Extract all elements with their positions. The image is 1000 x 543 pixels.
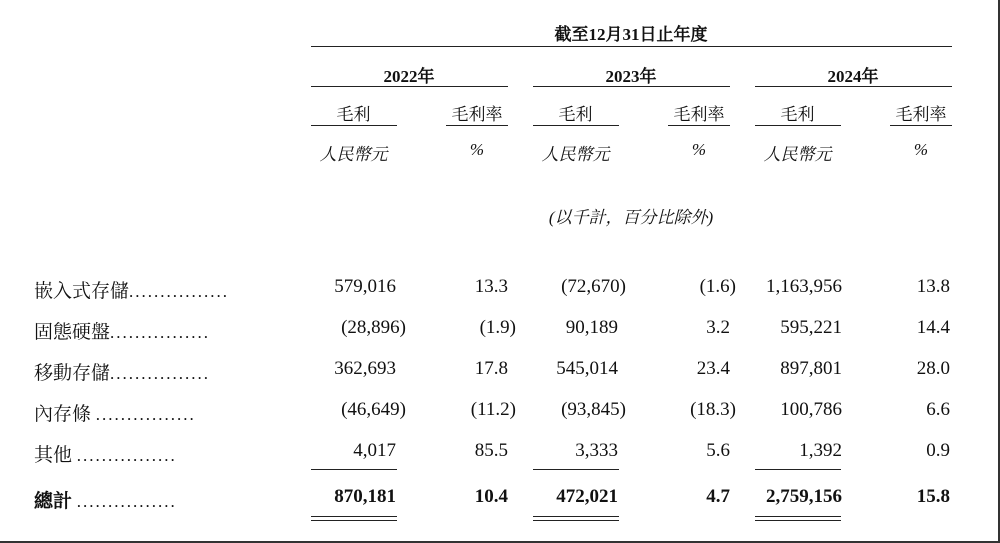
- leader-dots: ................: [95, 405, 196, 424]
- unit-pct-2024: %: [913, 140, 929, 159]
- sub-rule: [311, 125, 397, 126]
- col-gross-profit-2024: 毛利: [780, 105, 815, 124]
- row-label: 嵌入式存儲: [34, 281, 130, 302]
- unit-rmb-2022: 人民幣元: [319, 145, 388, 164]
- year-rule-2024: [755, 86, 952, 87]
- col-margin-2022: 毛利率: [451, 105, 503, 124]
- unit-pct-2022: %: [469, 140, 485, 159]
- cell-value: 5.6: [706, 440, 730, 461]
- cell-value: 1,392: [799, 440, 842, 461]
- cell-value: (18.3): [690, 399, 736, 420]
- cell-value: 17.8: [474, 358, 508, 379]
- cell-value: (11.2): [470, 399, 516, 420]
- cell-value: 14.4: [916, 317, 950, 338]
- cell-value: 23.4: [696, 358, 730, 379]
- cell-value: (1.6): [699, 276, 736, 297]
- year-rule-2023: [533, 86, 730, 87]
- unit-rmb-2024: 人民幣元: [763, 145, 832, 164]
- total-double-rule: [533, 516, 619, 517]
- sub-rule: [668, 125, 730, 126]
- total-value: 15.8: [916, 486, 950, 507]
- year-header-2024: 2024年: [827, 67, 879, 86]
- subtotal-rule: [533, 469, 619, 470]
- cell-value: 100,786: [780, 399, 842, 420]
- total-value: 4.7: [706, 486, 730, 507]
- cell-value: 579,016: [334, 276, 396, 297]
- leader-dots: ................: [110, 364, 211, 383]
- cell-value: 28.0: [916, 358, 950, 379]
- year-rule-2022: [311, 86, 508, 87]
- total-double-rule: [755, 520, 841, 521]
- cell-value: 13.8: [916, 276, 950, 297]
- cell-value: 595,221: [780, 317, 842, 338]
- cell-value: 4,017: [353, 440, 396, 461]
- sub-rule: [446, 125, 508, 126]
- subtotal-rule: [311, 469, 397, 470]
- cell-value: 362,693: [334, 358, 396, 379]
- cell-value: (46,649): [341, 399, 406, 420]
- cell-value: 1,163,956: [766, 276, 842, 297]
- total-double-rule: [755, 516, 841, 517]
- leader-dots: ................: [110, 323, 211, 342]
- unit-note: (以千計，百分比除外): [548, 208, 714, 227]
- period-header: 截至12月31日止年度: [554, 25, 708, 44]
- year-header-2023: 2023年: [605, 67, 657, 86]
- total-value: 2,759,156: [766, 486, 842, 507]
- cell-value: 3.2: [706, 317, 730, 338]
- leader-dots: ................: [76, 446, 177, 465]
- cell-value: (28,896): [341, 317, 406, 338]
- cell-value: (93,845): [561, 399, 626, 420]
- total-value: 10.4: [474, 486, 508, 507]
- total-value: 870,181: [334, 486, 396, 507]
- sub-rule: [755, 125, 841, 126]
- cell-value: 6.6: [926, 399, 950, 420]
- total-double-rule: [311, 520, 397, 521]
- cell-value: 3,333: [575, 440, 618, 461]
- row-label: 固態硬盤: [34, 322, 111, 343]
- cell-value: (72,670): [561, 276, 626, 297]
- col-margin-2023: 毛利率: [673, 105, 725, 124]
- unit-rmb-2023: 人民幣元: [541, 145, 610, 164]
- leader-dots: ................: [76, 492, 177, 511]
- year-header-2022: 2022年: [383, 67, 435, 86]
- col-gross-profit-2022: 毛利: [336, 105, 371, 124]
- total-double-rule: [311, 516, 397, 517]
- row-label: 內存條: [34, 404, 96, 425]
- sub-rule: [533, 125, 619, 126]
- total-label: 總計: [34, 491, 77, 512]
- unit-pct-2023: %: [691, 140, 707, 159]
- cell-value: 85.5: [474, 440, 508, 461]
- subtotal-rule: [755, 469, 841, 470]
- row-label: 移動存儲: [34, 363, 111, 384]
- total-double-rule: [533, 520, 619, 521]
- sub-rule: [890, 125, 952, 126]
- cell-value: 545,014: [556, 358, 618, 379]
- col-margin-2024: 毛利率: [895, 105, 947, 124]
- cell-value: 13.3: [474, 276, 508, 297]
- leader-dots: ................: [129, 282, 230, 301]
- total-value: 472,021: [556, 486, 618, 507]
- cell-value: (1.9): [479, 317, 516, 338]
- cell-value: 90,189: [565, 317, 618, 338]
- period-rule: [311, 46, 952, 47]
- cell-value: 0.9: [926, 440, 950, 461]
- row-label: 其他: [34, 445, 77, 466]
- col-gross-profit-2023: 毛利: [558, 105, 593, 124]
- cell-value: 897,801: [780, 358, 842, 379]
